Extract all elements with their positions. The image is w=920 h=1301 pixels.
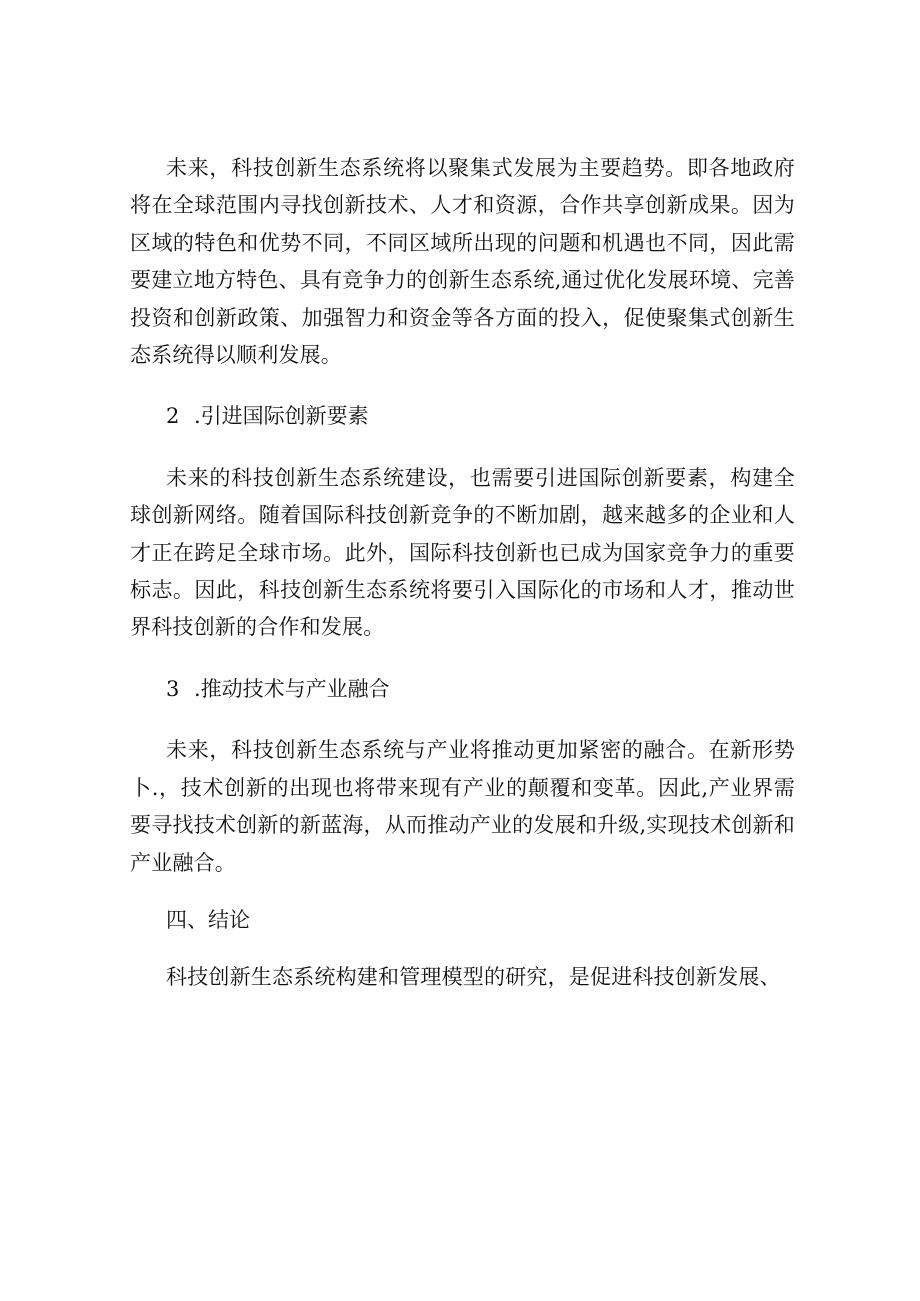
document-body: [130, 150, 795, 997]
paragraph-clustered-development: 未来，科技创新生态系统将以聚集式发展为主要趋势。即各地政府将在全球范围内寻找创新技术、人才和资源，合作共享创新成果。因为区域的特色和优势不同，不同区域所出现的问题和机遇也不同，因此需要建立地方特色、具有竞争力的创新生态系统,通过优化发展环境、完善投资和创新政策、加强智力和资金等各方面的投入，促使聚集式创新生态系统得以顺利发展。: [130, 156, 795, 368]
spacer: [130, 882, 795, 902]
section-heading-3: [130, 671, 795, 708]
section-title: .推动技术与产业融合: [194, 676, 390, 701]
section-number: 3: [166, 676, 180, 701]
section-title: .引进国际创新要素: [194, 404, 369, 429]
spacer: [130, 939, 795, 959]
paragraph-industry-integration: 未来，科技创新生态系统与产业将推动更加紧密的融合。在新形势卜.，技术创新的出现也将带来现有产业的颠覆和变革。因此,产业界需要寻找技术创新的新蓝海，从而推动产业的发展和升级,实现技术创新和产业融合。: [130, 738, 795, 875]
paragraph-international-elements: 未来的科技创新生态系统建设，也需要引进国际创新要素，构建全球创新网络。随着国际科技创新竞争的不断加剧，越来越多的企业和人才正在跨足全球市场。此外，国际科技创新也已成为国家竞争力的重要标志。因此，科技创新生态系统将要引入国际化的市场和人才，推动世界科技创新的合作和发展。: [130, 465, 795, 640]
section-heading-conclusion: 四、结论: [166, 907, 250, 932]
spacer: [130, 708, 795, 732]
paragraph-conclusion: 科技创新生态系统构建和管理模型的研究，是促进科技创新发展、: [166, 965, 781, 990]
spacer: [130, 647, 795, 671]
spacer: [130, 436, 795, 460]
section-heading-2: [130, 398, 795, 435]
section-number: 2: [166, 404, 180, 429]
spacer: [130, 374, 795, 398]
